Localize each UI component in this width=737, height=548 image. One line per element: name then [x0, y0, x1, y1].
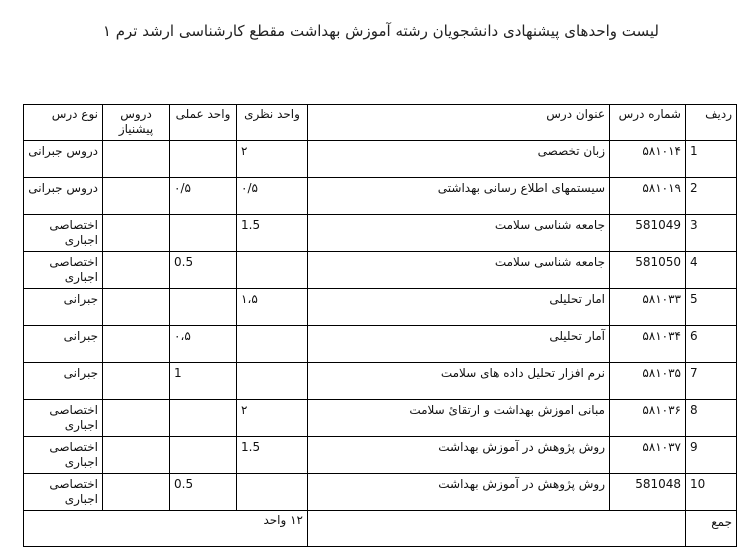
cell-practical-units: 1	[170, 363, 237, 400]
cell-course-type: اختصاصی اجباری	[24, 437, 103, 474]
table-row	[24, 289, 737, 326]
cell-prerequisite	[103, 141, 170, 178]
cell-course-title: روش پژوهش در آموزش بهداشت	[308, 437, 610, 474]
header-theory-units: واحد نظری	[237, 105, 308, 141]
cell-course-title: مبانی اموزش بهداشت و ارتقائ سلامت	[308, 400, 610, 437]
cell-course-code: 581049	[610, 215, 686, 252]
cell-course-type: جبرانی	[24, 363, 103, 400]
table-row	[24, 363, 737, 400]
cell-course-title: آمار تحلیلی	[308, 326, 610, 363]
cell-course-code: ۵۸۱۰۳۴	[610, 326, 686, 363]
header-prerequisite: دروس پیشنیاز	[103, 105, 170, 141]
cell-prerequisite	[103, 437, 170, 474]
table-row	[24, 326, 737, 363]
cell-course-title: روش پژوهش در آموزش بهداشت	[308, 474, 610, 511]
cell-theory-units: ۲	[237, 141, 308, 178]
cell-practical-units: ۰/۵	[170, 178, 237, 215]
table-row	[24, 215, 737, 252]
cell-course-code: ۵۸۱۰۳۶	[610, 400, 686, 437]
total-spacer-left	[308, 511, 686, 547]
cell-course-code: ۵۸۱۰۳۵	[610, 363, 686, 400]
header-course-code: شماره درس	[610, 105, 686, 141]
cell-course-title: جامعه شناسی سلامت	[308, 252, 610, 289]
cell-radif: 10	[686, 474, 737, 511]
cell-course-type: دروس جبرانی	[24, 141, 103, 178]
cell-practical-units	[170, 215, 237, 252]
cell-theory-units: ۲	[237, 400, 308, 437]
cell-prerequisite	[103, 474, 170, 511]
cell-course-type: اختصاصی اجباری	[24, 400, 103, 437]
table-row	[24, 474, 737, 511]
cell-radif: 4	[686, 252, 737, 289]
cell-radif: 2	[686, 178, 737, 215]
cell-practical-units	[170, 437, 237, 474]
cell-theory-units	[237, 363, 308, 400]
cell-course-title: سیستمهای اطلاع رسانی بهداشتی	[308, 178, 610, 215]
cell-practical-units: 0.5	[170, 474, 237, 511]
cell-prerequisite	[103, 326, 170, 363]
cell-prerequisite	[103, 289, 170, 326]
cell-radif: 9	[686, 437, 737, 474]
cell-course-title: جامعه شناسی سلامت	[308, 215, 610, 252]
cell-prerequisite	[103, 178, 170, 215]
cell-radif: 3	[686, 215, 737, 252]
table-row	[24, 400, 737, 437]
cell-radif: 1	[686, 141, 737, 178]
total-value: ۱۲ واحد	[24, 511, 308, 547]
cell-course-title: زبان تخصصی	[308, 141, 610, 178]
total-label: جمع	[686, 511, 737, 547]
cell-course-code: ۵۸۱۰۳۳	[610, 289, 686, 326]
cell-course-title: نرم افزار تحلیل داده های سلامت	[308, 363, 610, 400]
cell-radif: 7	[686, 363, 737, 400]
cell-course-code: ۵۸۱۰۱۴	[610, 141, 686, 178]
cell-prerequisite	[103, 252, 170, 289]
total-row	[24, 511, 737, 547]
cell-course-type: جبرانی	[24, 326, 103, 363]
cell-course-type: اختصاصی اجباری	[24, 215, 103, 252]
cell-theory-units	[237, 252, 308, 289]
cell-course-type: دروس جبرانی	[24, 178, 103, 215]
cell-practical-units: ۰،۵	[170, 326, 237, 363]
cell-course-code: 581048	[610, 474, 686, 511]
header-course-title: عنوان درس	[308, 105, 610, 141]
cell-theory-units: ۰/۵	[237, 178, 308, 215]
header-practical-units: واحد عملی	[170, 105, 237, 141]
cell-course-code: ۵۸۱۰۳۷	[610, 437, 686, 474]
table-row	[24, 252, 737, 289]
cell-practical-units	[170, 289, 237, 326]
table-row	[24, 437, 737, 474]
cell-theory-units	[237, 474, 308, 511]
cell-practical-units	[170, 400, 237, 437]
cell-theory-units: 1.5	[237, 215, 308, 252]
table-row	[24, 141, 737, 178]
course-table	[23, 104, 737, 547]
cell-theory-units	[237, 326, 308, 363]
page-title: لیست واحدهای پیشنهادی دانشجویان رشته آموزش بهداشت مقطع کارشناسی ارشد ترم ۱	[102, 22, 659, 40]
cell-course-title: امار تحلیلی	[308, 289, 610, 326]
cell-course-type: اختصاصی اجباری	[24, 474, 103, 511]
cell-prerequisite	[103, 400, 170, 437]
cell-practical-units	[170, 141, 237, 178]
cell-radif: 5	[686, 289, 737, 326]
cell-course-type: جبرانی	[24, 289, 103, 326]
cell-prerequisite	[103, 363, 170, 400]
cell-course-code: ۵۸۱۰۱۹	[610, 178, 686, 215]
cell-radif: 6	[686, 326, 737, 363]
cell-theory-units: 1.5	[237, 437, 308, 474]
table-header-row	[24, 105, 737, 141]
header-radif: ردیف	[686, 105, 737, 141]
cell-theory-units: ۱،۵	[237, 289, 308, 326]
cell-course-code: 581050	[610, 252, 686, 289]
cell-prerequisite	[103, 215, 170, 252]
table-row	[24, 178, 737, 215]
cell-practical-units: 0.5	[170, 252, 237, 289]
header-course-type: نوع درس	[24, 105, 103, 141]
cell-radif: 8	[686, 400, 737, 437]
cell-course-type: اختصاصی اجباری	[24, 252, 103, 289]
